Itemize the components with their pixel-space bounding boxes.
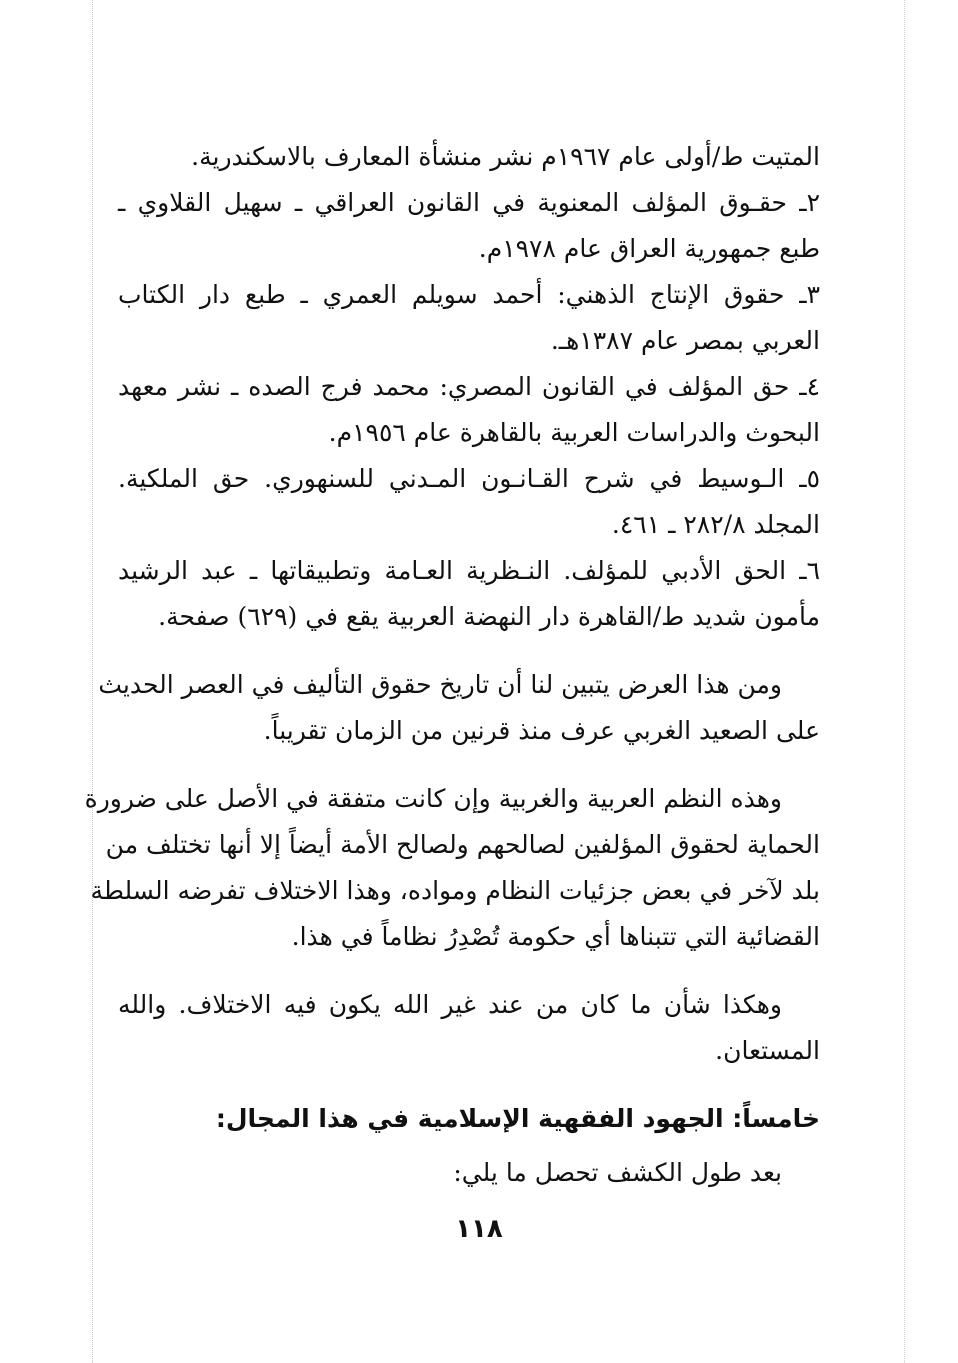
reference-4-line-2: البحوث والدراسات العربية بالقاهرة عام ١٩٥٦م.	[328, 418, 820, 447]
section-5	[118, 1096, 820, 1196]
reference-6-line-1: ٦ـ الحق الأدبي للمؤلف. النـظرية العـامة وتطبيقاتها ـ عبد الرشيد	[118, 556, 820, 585]
paragraph-1-line-1: ومن هذا العرض يتبين لنا أن تاريخ حقوق التأليف في العصر الحديث	[98, 670, 782, 699]
references-list	[118, 134, 820, 640]
reference-6-line-2: مأمون شديد ط/القاهرة دار النهضة العربية يقع في (٦٢٩) صفحة.	[158, 602, 820, 631]
paragraph-2	[84, 776, 820, 960]
reference-5-line-1: ٥ـ الـوسيط في شرح القـانـون المـدني للسنهوري. حق الملكية.	[118, 464, 820, 493]
spacer	[118, 1074, 820, 1096]
reference-2-line-1: ٢ـ حقـوق المؤلف المعنوية في القانون العراقي ـ سهيل القلاوي ـ	[118, 188, 820, 217]
reference-5-line-2: المجلد ٢٨٢/٨ ـ ٤٦١.	[611, 510, 820, 539]
paragraph-1-line-2: على الصعيد الغربي عرف منذ قرنين من الزمان تقريباً.	[263, 716, 820, 745]
paragraph-3-line-2: المستعان.	[715, 1036, 820, 1065]
paragraph-2-line-3: بلد لآخر في بعض جزئيات النظام ومواده، وهذا الاختلاف تفرضه السلطة	[90, 876, 820, 905]
scan-edge-right	[904, 0, 905, 1363]
paragraph-2-line-2: الحماية لحقوق المؤلفين لصالحهم ولصالح الأمة أيضاً إلا أنها تختلف من	[105, 830, 820, 859]
page-text	[84, 134, 820, 1196]
scan-edge-left	[92, 0, 93, 1363]
reference-3-line-2: العربي بمصر عام ١٣٨٧هـ.	[550, 326, 820, 355]
reference-2-line-2: طبع جمهورية العراق عام ١٩٧٨م.	[478, 234, 820, 263]
section-intro: بعد طول الكشف تحصل ما يلي:	[453, 1158, 782, 1187]
spacer	[118, 960, 820, 982]
section-heading: خامساً: الجهود الفقهية الإسلامية في هذا المجال:	[215, 1104, 820, 1133]
paragraph-2-line-1: وهذه النظم العربية والغربية وإن كانت متفقة في الأصل على ضرورة	[84, 784, 782, 813]
paragraph-3	[118, 982, 820, 1074]
reference-3-line-1: ٣ـ حقوق الإنتاج الذهني: أحمد سويلم العمري ـ طبع دار الكتاب	[118, 280, 820, 309]
reference-4-line-1: ٤ـ حق المؤلف في القانون المصري: محمد فرج الصده ـ نشر معهد	[118, 372, 820, 401]
spacer	[118, 640, 820, 662]
spacer	[118, 1142, 820, 1150]
paragraph-3-line-1: وهكذا شأن ما كان من عند غير الله يكون فيه الاختلاف. والله	[118, 990, 782, 1019]
spacer	[118, 754, 820, 776]
reference-1-continuation: المتيت ط/أولى عام ١٩٦٧م نشر منشأة المعارف بالاسكندرية.	[191, 142, 820, 171]
paragraph-1	[98, 662, 820, 754]
paragraph-2-line-4: القضائية التي تتبناها أي حكومة تُصْدِرُ نظاماً في هذا.	[291, 922, 820, 951]
page-number: ١١٨	[455, 1214, 503, 1244]
